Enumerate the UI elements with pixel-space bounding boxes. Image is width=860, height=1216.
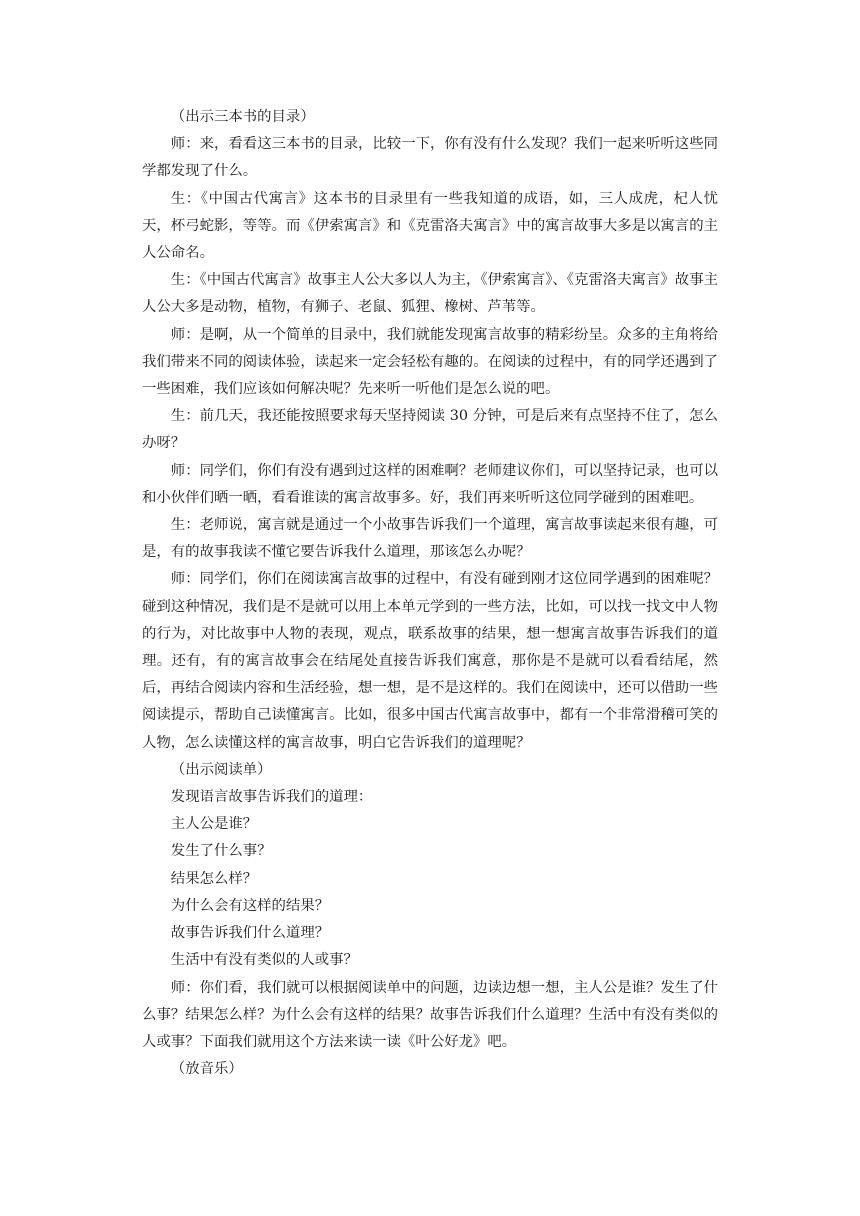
reading-sheet-question: 故事告诉我们什么道理？ [170, 925, 330, 942]
reading-sheet-question: 结果怎么样？ [170, 870, 258, 887]
student-line: 生：《中国古代寓言》这本书的目录里有一些我知道的成语，如，三人成虎，杞人忧天，杯弓蛇影，等等。而《伊索寓言》和《克雷洛夫寓言》中的寓言故事大多是以寓言的主人公命名。 [142, 190, 718, 262]
reading-sheet-question: 主人公是谁？ [170, 816, 258, 833]
teacher-line: 师：你们看，我们就可以根据阅读单中的问题，边读边想一想，主人公是谁？发生了什么事？结果怎么样？为什么会有这样的结果？故事告诉我们什么道理？生活中有没有类似的人或事？下面我们就用这个方法来读一读《叶公好龙》吧。 [142, 979, 718, 1050]
stage-direction: （放音乐） [170, 1061, 243, 1078]
reading-sheet-question: 发生了什么事？ [170, 843, 272, 860]
stage-direction: （出示三本书的目录） [170, 109, 315, 125]
student-line: 生：《中国古代寓言》故事主人公大多以人为主，《伊索寓言》、《克雷洛夫寓言》故事主人公大多是动物，植物，有狮子、老鼠、狐狸、橡树、芦苇等。 [142, 272, 718, 316]
student-line: 生：老师说，寓言就是通过一个小故事告诉我们一个道理，寓言故事读起来很有趣，可是，有的故事我读不懂它要告诉我什么道理，那该怎么办呢？ [142, 517, 718, 561]
reading-sheet-question: 生活中有没有类似的人或事？ [170, 952, 358, 969]
teacher-line: 师：同学们，你们在阅读寓言故事的过程中，有没有碰到刚才这位同学遇到的困难呢？碰到这种情况，我们是不是就可以用上本单元学到的一些方法，比如，可以找一找文中人物的行为，对比故事中人物的表现，观点，联系故事的结果，想一想寓言故事告诉我们的道理。还有，有的寓言故事会在结尾处直接告诉我们寓意，那你是不是就可以看看结尾，然后，再结合阅读内容和生活经验，想一想，是不是这样的。我们在阅读中，还可以借助一些阅读提示，帮助自己读懂寓言。比如，很多中国古代寓言故事中，都有一个非常滑稽可笑的人物，怎么读懂这样的寓言故事，明白它告诉我们的道理呢？ [142, 571, 718, 751]
stage-direction: （出示阅读单） [170, 761, 272, 778]
student-line: 生：前几天，我还能按照要求每天坚持阅读 30 分钟，可是后来有点坚持不住了，怎么办呀？ [142, 408, 718, 452]
reading-sheet-heading: 发现语言故事告诉我们的道理： [170, 789, 373, 806]
teacher-line: 师：是啊，从一个简单的目录中，我们就能发现寓言故事的精彩纷呈。众多的主角将给我们带来不同的阅读体验，读起来一定会轻松有趣的。在阅读的过程中，有的同学还遇到了一些困难，我们应该如何解决呢？先来听一听他们是怎么说的吧。 [142, 326, 718, 398]
teacher-line: 师：来，看看这三本书的目录，比较一下，你有没有什么发现？我们一起来听听这些同学都发现了什么。 [142, 136, 718, 180]
teacher-line: 师：同学们，你们有没有遇到过这样的困难啊？老师建议你们，可以坚持记录，也可以和小伙伴们晒一晒，看看谁读的寓言故事多。好，我们再来听听这位同学碰到的困难吧。 [142, 462, 718, 506]
reading-sheet-question: 为什么会有这样的结果？ [170, 897, 330, 914]
document-body [142, 104, 718, 1083]
